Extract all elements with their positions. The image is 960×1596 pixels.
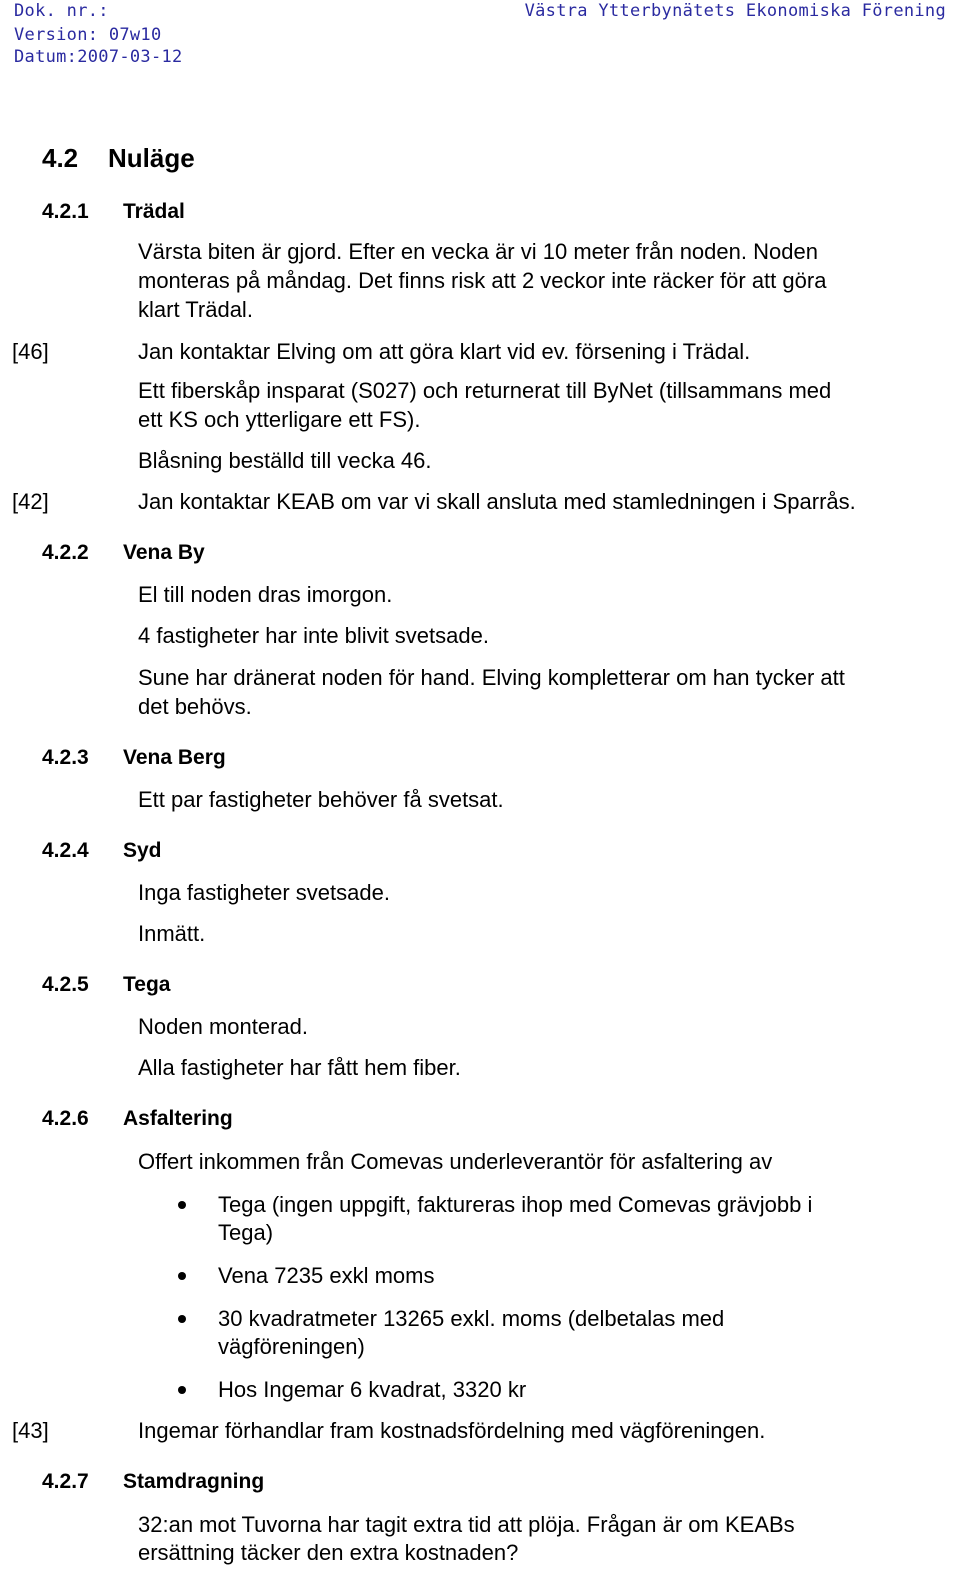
list-item: Hos Ingemar 6 kvadrat, 3320 kr bbox=[218, 1377, 527, 1402]
subsection-number: 4.2.5 bbox=[42, 973, 89, 996]
list-item: Tega) bbox=[218, 1220, 274, 1245]
bullet-icon bbox=[178, 1272, 186, 1280]
subsection-title: Syd bbox=[123, 839, 162, 862]
paragraph-line: El till noden dras imorgon. bbox=[138, 582, 393, 607]
paragraph-line: ersättning täcker den extra kostnaden? bbox=[138, 1540, 519, 1565]
paragraph-line: klart Trädal. bbox=[138, 297, 253, 322]
subsection-number: 4.2.1 bbox=[42, 200, 89, 223]
date-label: Datum:2007-03-12 bbox=[14, 47, 183, 67]
action-text: Jan kontaktar KEAB om var vi skall ansluta med stamledningen i Sparrås. bbox=[138, 489, 856, 514]
paragraph-line: Offert inkommen från Comevas underleverantör för asfaltering av bbox=[138, 1149, 773, 1174]
subsection-number: 4.2.4 bbox=[42, 839, 89, 862]
doc-number-label: Dok. nr.: bbox=[14, 1, 109, 21]
paragraph-line: 32:an mot Tuvorna har tagit extra tid att plöja. Frågan är om KEABs bbox=[138, 1512, 795, 1537]
section-title: Nuläge bbox=[108, 143, 195, 173]
action-reference: [46] bbox=[12, 339, 49, 364]
action-text: Jan kontaktar Elving om att göra klart vid ev. försening i Trädal. bbox=[138, 339, 751, 364]
list-item: Tega (ingen uppgift, faktureras ihop med Comevas grävjobb i bbox=[218, 1192, 813, 1217]
bullet-icon bbox=[178, 1386, 186, 1394]
paragraph-line: det behövs. bbox=[138, 694, 252, 719]
action-reference: [43] bbox=[12, 1418, 49, 1443]
version-label: Version: 07w10 bbox=[14, 25, 162, 45]
paragraph-line: 4 fastigheter har inte blivit svetsade. bbox=[138, 623, 489, 648]
subsection-number: 4.2.2 bbox=[42, 541, 89, 564]
paragraph-line: ett KS och ytterligare ett FS). bbox=[138, 407, 421, 432]
list-item: vägföreningen) bbox=[218, 1334, 365, 1359]
subsection-title: Stamdragning bbox=[123, 1470, 265, 1493]
subsection-number: 4.2.3 bbox=[42, 746, 89, 769]
list-item: Vena 7235 exkl moms bbox=[218, 1263, 435, 1288]
subsection-title: Trädal bbox=[123, 200, 185, 223]
subsection-title: Asfaltering bbox=[123, 1107, 233, 1130]
organisation-name: Västra Ytterbynätets Ekonomiska Förening bbox=[524, 1, 946, 21]
subsection-number: 4.2.6 bbox=[42, 1107, 89, 1130]
section-number: 4.2 bbox=[42, 143, 79, 173]
paragraph-line: Sune har dränerat noden för hand. Elving kompletterar om han tycker att bbox=[138, 665, 845, 690]
subsection-title: Vena By bbox=[123, 541, 205, 564]
paragraph-line: Värsta biten är gjord. Efter en vecka är vi 10 meter från noden. Noden bbox=[138, 239, 818, 264]
paragraph-line: Alla fastigheter har fått hem fiber. bbox=[138, 1055, 461, 1080]
subsection-number: 4.2.7 bbox=[42, 1470, 89, 1493]
action-text: Ingemar förhandlar fram kostnadsfördelning med vägföreningen. bbox=[138, 1418, 766, 1443]
bullet-icon bbox=[178, 1315, 186, 1323]
bullet-icon bbox=[178, 1201, 186, 1209]
paragraph-line: Ett fiberskåp insparat (S027) och returnerat till ByNet (tillsammans med bbox=[138, 378, 832, 403]
action-reference: [42] bbox=[12, 489, 49, 514]
paragraph-line: Ett par fastigheter behöver få svetsat. bbox=[138, 787, 504, 812]
paragraph-line: Inmätt. bbox=[138, 921, 206, 946]
paragraph-line: Noden monterad. bbox=[138, 1014, 308, 1039]
subsection-title: Tega bbox=[123, 973, 171, 996]
list-item: 30 kvadratmeter 13265 exkl. moms (delbetalas med bbox=[218, 1306, 725, 1331]
paragraph-line: Blåsning beställd till vecka 46. bbox=[138, 448, 432, 473]
paragraph-line: Inga fastigheter svetsade. bbox=[138, 880, 390, 905]
subsection-title: Vena Berg bbox=[123, 746, 226, 769]
paragraph-line: monteras på måndag. Det finns risk att 2 veckor inte räcker för att göra bbox=[138, 268, 827, 293]
